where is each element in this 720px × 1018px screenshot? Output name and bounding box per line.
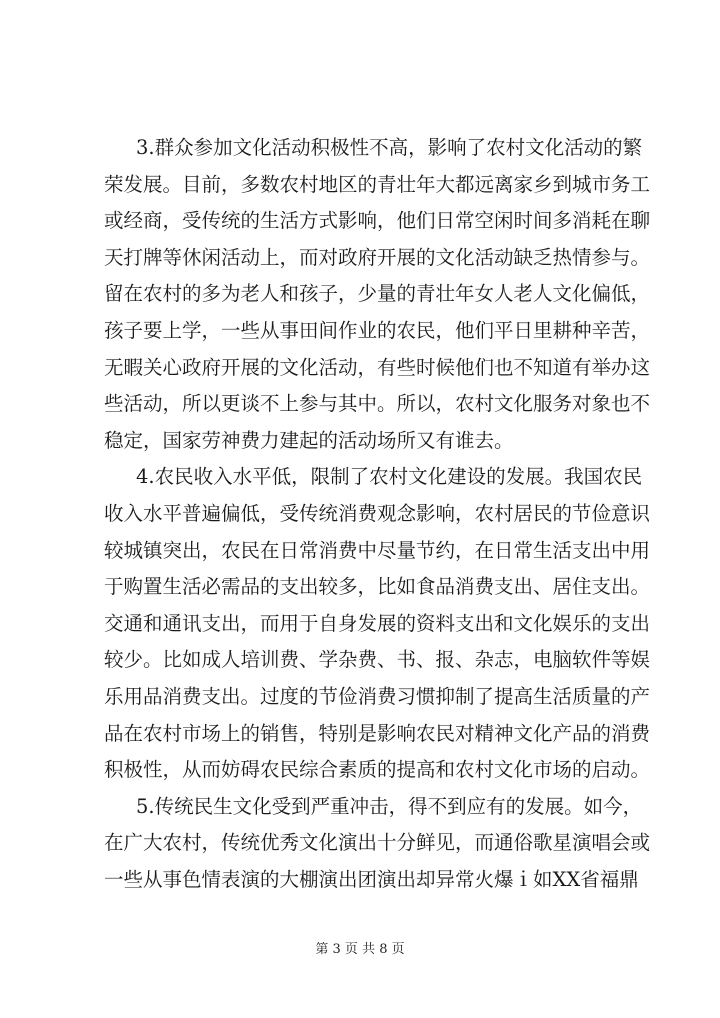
text-line: 4.农民收入水平低，限制了农村文化建设的发展。我国农民 <box>136 465 643 489</box>
text-line: 稳定，国家劳神费力建起的活动场所又有谁去。 <box>104 428 514 452</box>
paragraph-5 <box>104 789 651 899</box>
text-line: 收入水平普遍偏低，受传统消费观念影响，农村居民的节俭意识 <box>104 501 651 525</box>
paragraph-4 <box>104 459 651 788</box>
text-line: 或经商，受传统的生活方式影响，他们日常空闲时间多消耗在聊 <box>104 209 651 233</box>
text-line: 积极性，从而妨碍农民综合素质的提高和农村文化市场的启动。 <box>104 758 651 782</box>
text-line: 较城镇突出，农民在日常消费中尽量节约，在日常生活支出中用 <box>104 538 651 562</box>
page-footer: 第 3 页 共 8 页 <box>315 942 405 957</box>
text-line: 乐用品消费支出。过度的节俭消费习惯抑制了提高生活质量的产 <box>104 684 651 708</box>
text-line: 交通和通讯支出，而用于自身发展的资料支出和文化娱乐的支出 <box>104 611 651 635</box>
text-line: 5.传统民生文化受到严重冲击，得不到应有的发展。如今， <box>136 794 643 818</box>
text-line: 孩子要上学，一些从事田间作业的农民，他们平日里耕种辛苦， <box>104 318 651 342</box>
text-line: 天打牌等休闲活动上，而对政府开展的文化活动缺乏热情参与。 <box>104 245 651 269</box>
text-line: 荣发展。目前，多数农村地区的青壮年大都远离家乡到城市务工 <box>104 172 651 196</box>
text-line: 一些从事色情表演的大棚演出团演出却异常火爆ｉ如XX省福鼎 <box>104 867 639 891</box>
text-line: 品在农村市场上的销售，特别是影响农民对精神文化产品的消费 <box>104 721 651 745</box>
text-line: 在广大农村，传统优秀文化演出十分鲜见，而通俗歌星演唱会或 <box>104 831 651 855</box>
text-line: 3.群众参加文化活动积极性不高，影响了农村文化活动的繁 <box>136 136 643 159</box>
text-line: 无暇关心政府开展的文化活动，有些时候他们也不知道有举办这 <box>104 355 651 379</box>
document-body <box>104 130 651 898</box>
text-line: 于购置生活必需品的支出较多，比如食品消费支出、居住支出。 <box>104 575 651 599</box>
paragraph-3 <box>104 130 651 459</box>
text-line: 留在农村的多为老人和孩子，少量的青壮年女人老人文化偏低， <box>104 282 651 306</box>
text-line: 些活动，所以更谈不上参与其中。所以，农村文化服务对象也不 <box>104 392 651 416</box>
text-line: 较少。比如成人培训费、学杂费、书、报、杂志，电脑软件等娱 <box>104 648 651 672</box>
